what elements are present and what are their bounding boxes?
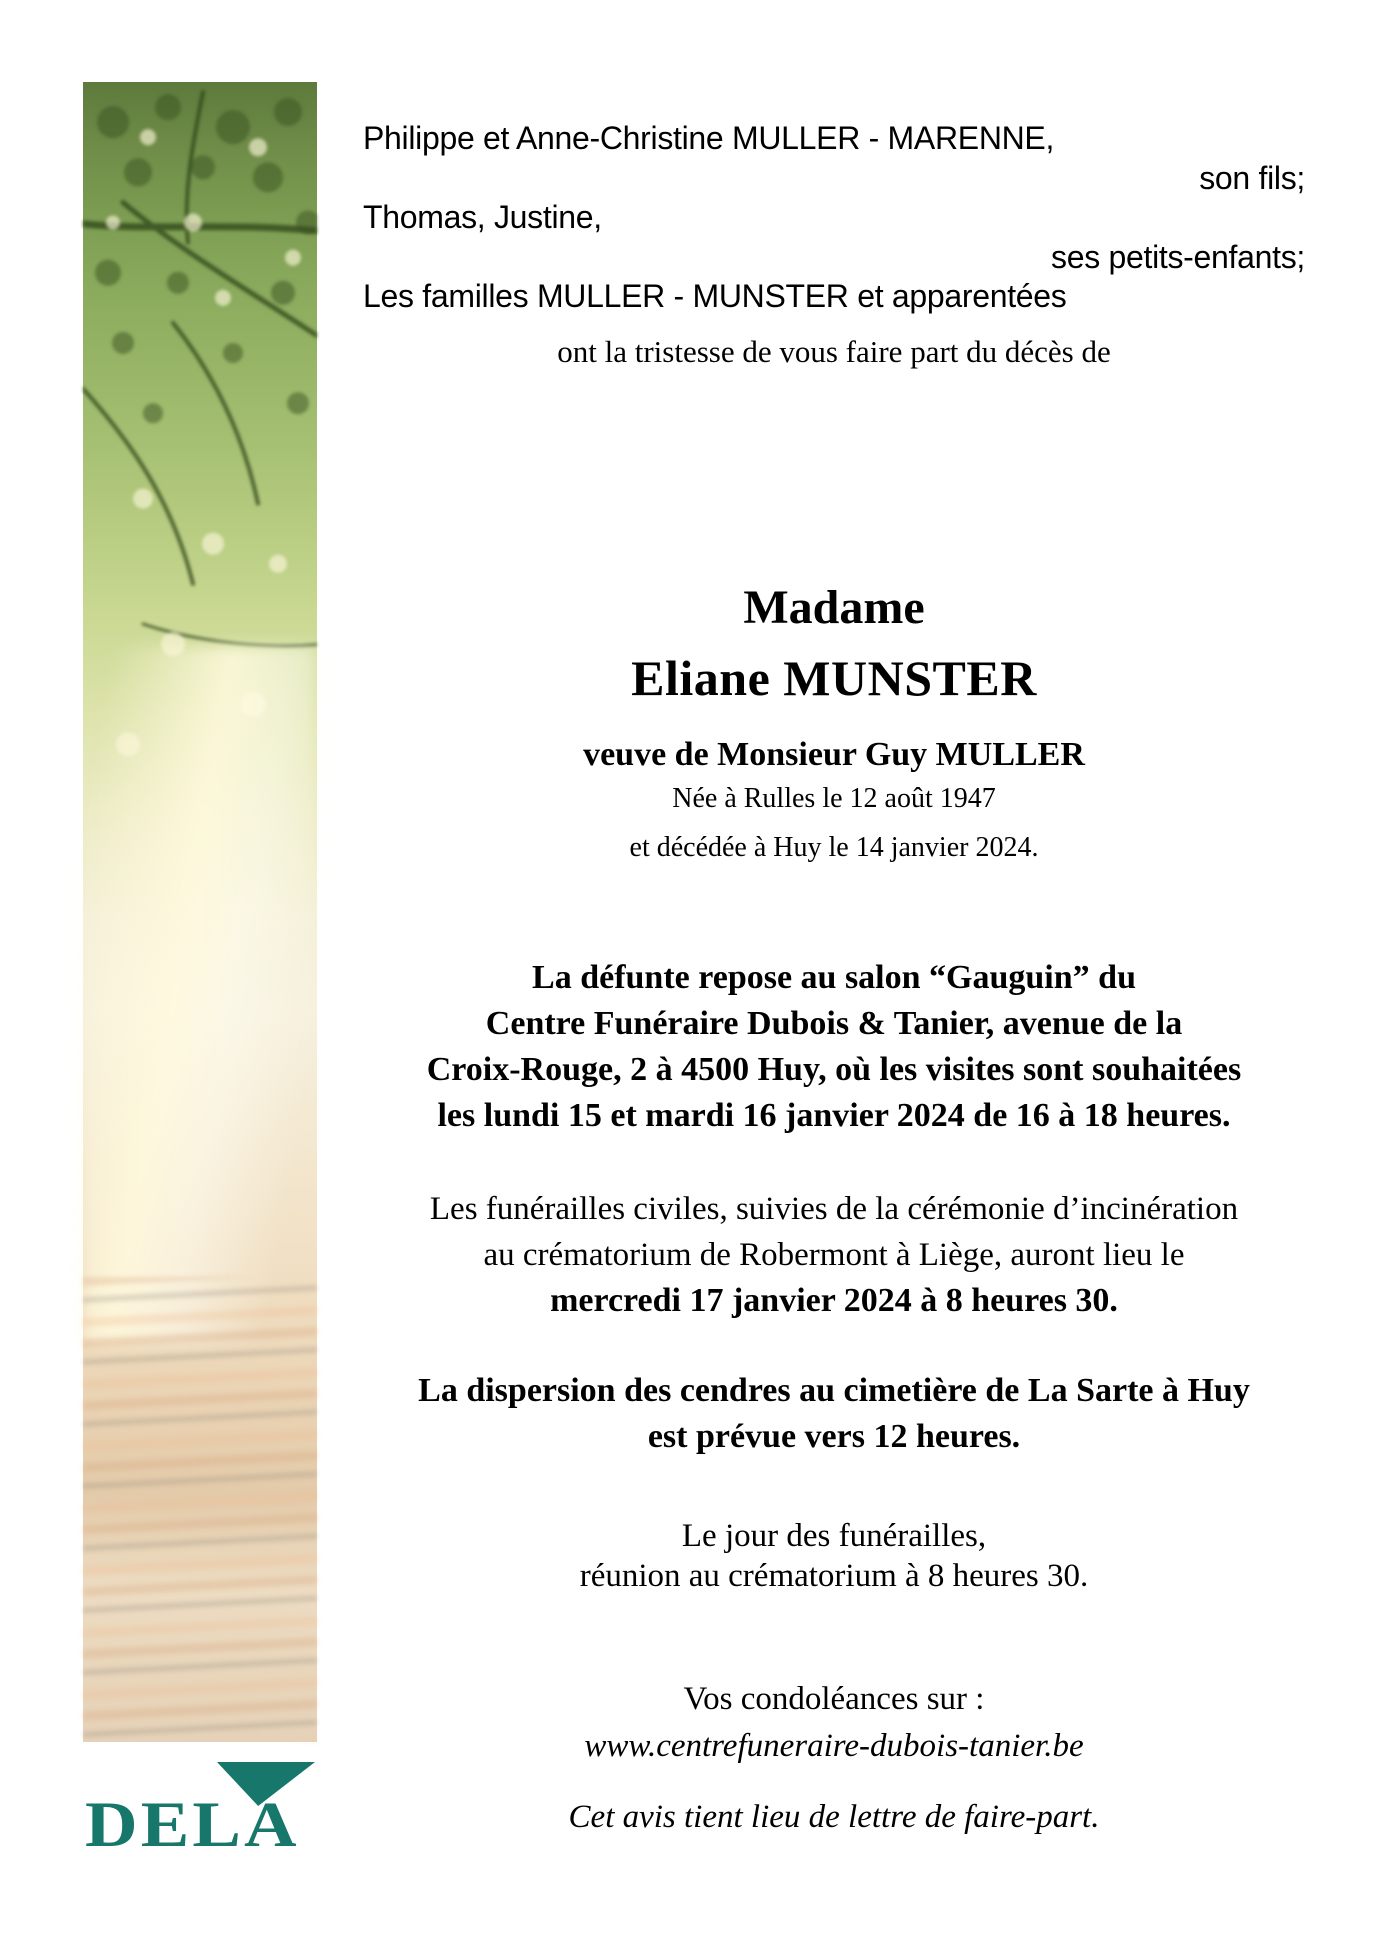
repose-line: Centre Funéraire Dubois & Tanier, avenue de la (485, 1005, 1183, 1042)
forest-path-photo (83, 82, 317, 1742)
family-line-grandchildren-label: ses petits-enfants; (1051, 238, 1305, 275)
family-line-son: son fils; (1199, 159, 1305, 196)
meeting-paragraph (363, 1516, 1305, 1596)
dela-logo (85, 1762, 321, 1862)
closing-note: Cet avis tient lieu de lettre de faire-part. (568, 1799, 1100, 1835)
deceased-birth: Née à Rulles le 12 août 1947 (672, 783, 996, 814)
family-line-families: Les familles MULLER - MUNSTER et apparentées (363, 278, 1067, 314)
dispersion-line: La dispersion des cendres au cimetière de La Sarte à Huy (418, 1372, 1250, 1409)
condolences-block (363, 1676, 1305, 1770)
funeral-line: Les funérailles civiles, suivies de la cérémonie d’incinération (429, 1191, 1239, 1227)
dispersion-line: est prévue vers 12 heures. (647, 1418, 1021, 1455)
path-streaks-decoration (83, 1277, 317, 1742)
family-header (363, 119, 1305, 317)
meeting-line: réunion au crématorium à 8 heures 30. (579, 1558, 1089, 1594)
family-line-grandchildren: Thomas, Justine, (363, 199, 602, 235)
condolences-website: www.centrefuneraire-dubois-tanier.be (584, 1728, 1084, 1764)
funeral-datetime: mercredi 17 janvier 2024 à 8 heures 30. (550, 1282, 1118, 1319)
repose-paragraph (363, 955, 1305, 1139)
meeting-line: Le jour des funérailles, (681, 1518, 987, 1554)
repose-line: Croix-Rouge, 2 à 4500 Huy, où les visites sont souhaitées (426, 1051, 1242, 1088)
dela-logo-text: DELA (85, 1789, 300, 1861)
repose-line: les lundi 15 et mardi 16 janvier 2024 de 16 à 18 heures. (437, 1097, 1231, 1134)
sunbeam-decoration (83, 646, 317, 1343)
announcement-line: ont la tristesse de vous faire part du décès de (557, 334, 1111, 369)
condolences-label: Vos condoléances sur : (683, 1681, 985, 1717)
funeral-paragraph (363, 1186, 1305, 1324)
dispersion-paragraph (363, 1368, 1305, 1460)
deceased-death: et décédée à Huy le 14 janvier 2024. (629, 832, 1039, 863)
deceased-relation: veuve de Monsieur Guy MULLER (583, 736, 1085, 773)
deceased-name: Eliane MUNSTER (631, 650, 1037, 706)
funeral-line: au crématorium de Robermont à Liège, auront lieu le (483, 1237, 1185, 1273)
family-line-parents: Philippe et Anne-Christine MULLER - MARENNE, (363, 120, 1055, 156)
repose-line: La défunte repose au salon “Gauguin” du (532, 959, 1136, 996)
deceased-title: Madame (743, 581, 925, 634)
